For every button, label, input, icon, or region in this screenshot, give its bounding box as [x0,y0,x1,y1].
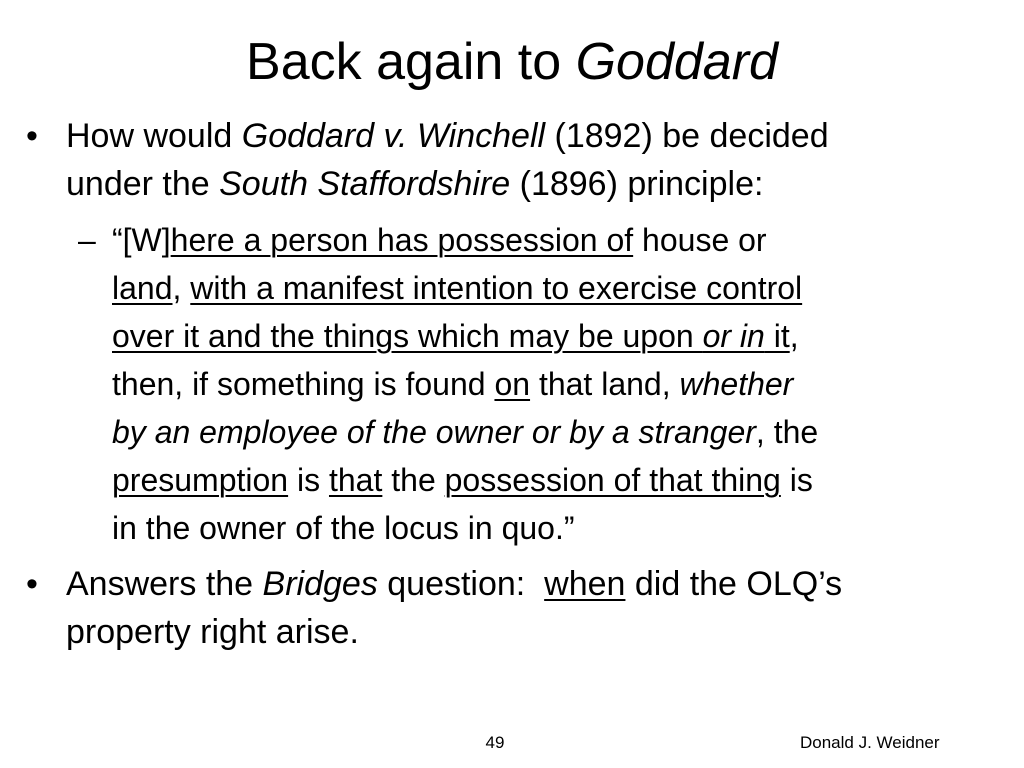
italic-text: whether [679,366,794,402]
bullet-answers-bridges [26,560,842,656]
text-run: (1892) be decided [545,117,829,155]
text-run: property right arise. [66,613,359,651]
bullet-line [66,160,829,208]
title-italic: Goddard [575,33,778,91]
text-run: “[W] [112,222,171,258]
underlined-text: with a manifest intention to exercise control [190,270,803,306]
text-run: then, if something is found [112,366,495,402]
underlined-text: on [494,366,531,402]
bullet-marker: • [26,117,38,155]
text-run: is [780,462,813,498]
case-name: South Staffordshire [219,165,511,203]
text-run: that land, [530,366,680,402]
text-run: in the owner of the locus in quo.” [112,510,575,546]
quote-line [112,216,818,264]
quote-line [112,408,818,456]
quote-line [112,264,818,312]
quote-line [112,456,818,504]
underlined-text: presumption [112,462,289,498]
underlined-text: that [328,462,383,498]
case-name: Goddard v. Winchell [241,117,546,155]
underlined-text: here a person has possession of [170,222,634,258]
text-run: under the [66,165,220,203]
italic-text: by an employee of the owner or by a stranger [112,414,756,450]
text-run: , [172,270,191,306]
footer-author: Donald J. Weidner [800,733,940,752]
quote-line [112,312,818,360]
quote-body [112,216,818,552]
text-run: is [288,462,329,498]
text-run: How would [66,117,242,155]
text-run: house or [633,222,767,258]
bullet-line [66,112,829,160]
bullet-line [66,560,842,608]
underlined-text: possession of that thing [444,462,781,498]
text-run: did the OLQ’s [625,565,843,603]
underlined-text: when [544,565,626,603]
underlined-italic-text: or in [702,318,765,354]
bullet-marker: • [26,565,38,603]
text-run: , the [755,414,819,450]
text-run: the [382,462,445,498]
quote-line [112,360,818,408]
page-number: 49 [485,733,505,752]
case-name: Bridges [262,565,378,603]
bullet-goddard-question [26,112,829,208]
bullet-body [66,560,842,656]
text-run: question: [377,565,545,603]
slide-title [0,34,1024,91]
text-run: , [789,318,799,354]
text-run: Answers the [66,565,263,603]
underlined-text: over it and the things which may be upon [112,318,703,354]
underlined-text: it [764,318,790,354]
quote-line [112,504,818,552]
sub-bullet-quote [78,216,818,552]
bullet-line [66,608,842,656]
title-plain: Back again to [246,33,576,91]
dash-marker: – [78,222,96,258]
bullet-body [66,112,829,208]
underlined-text: land [112,270,173,306]
text-run: (1896) principle: [510,165,764,203]
